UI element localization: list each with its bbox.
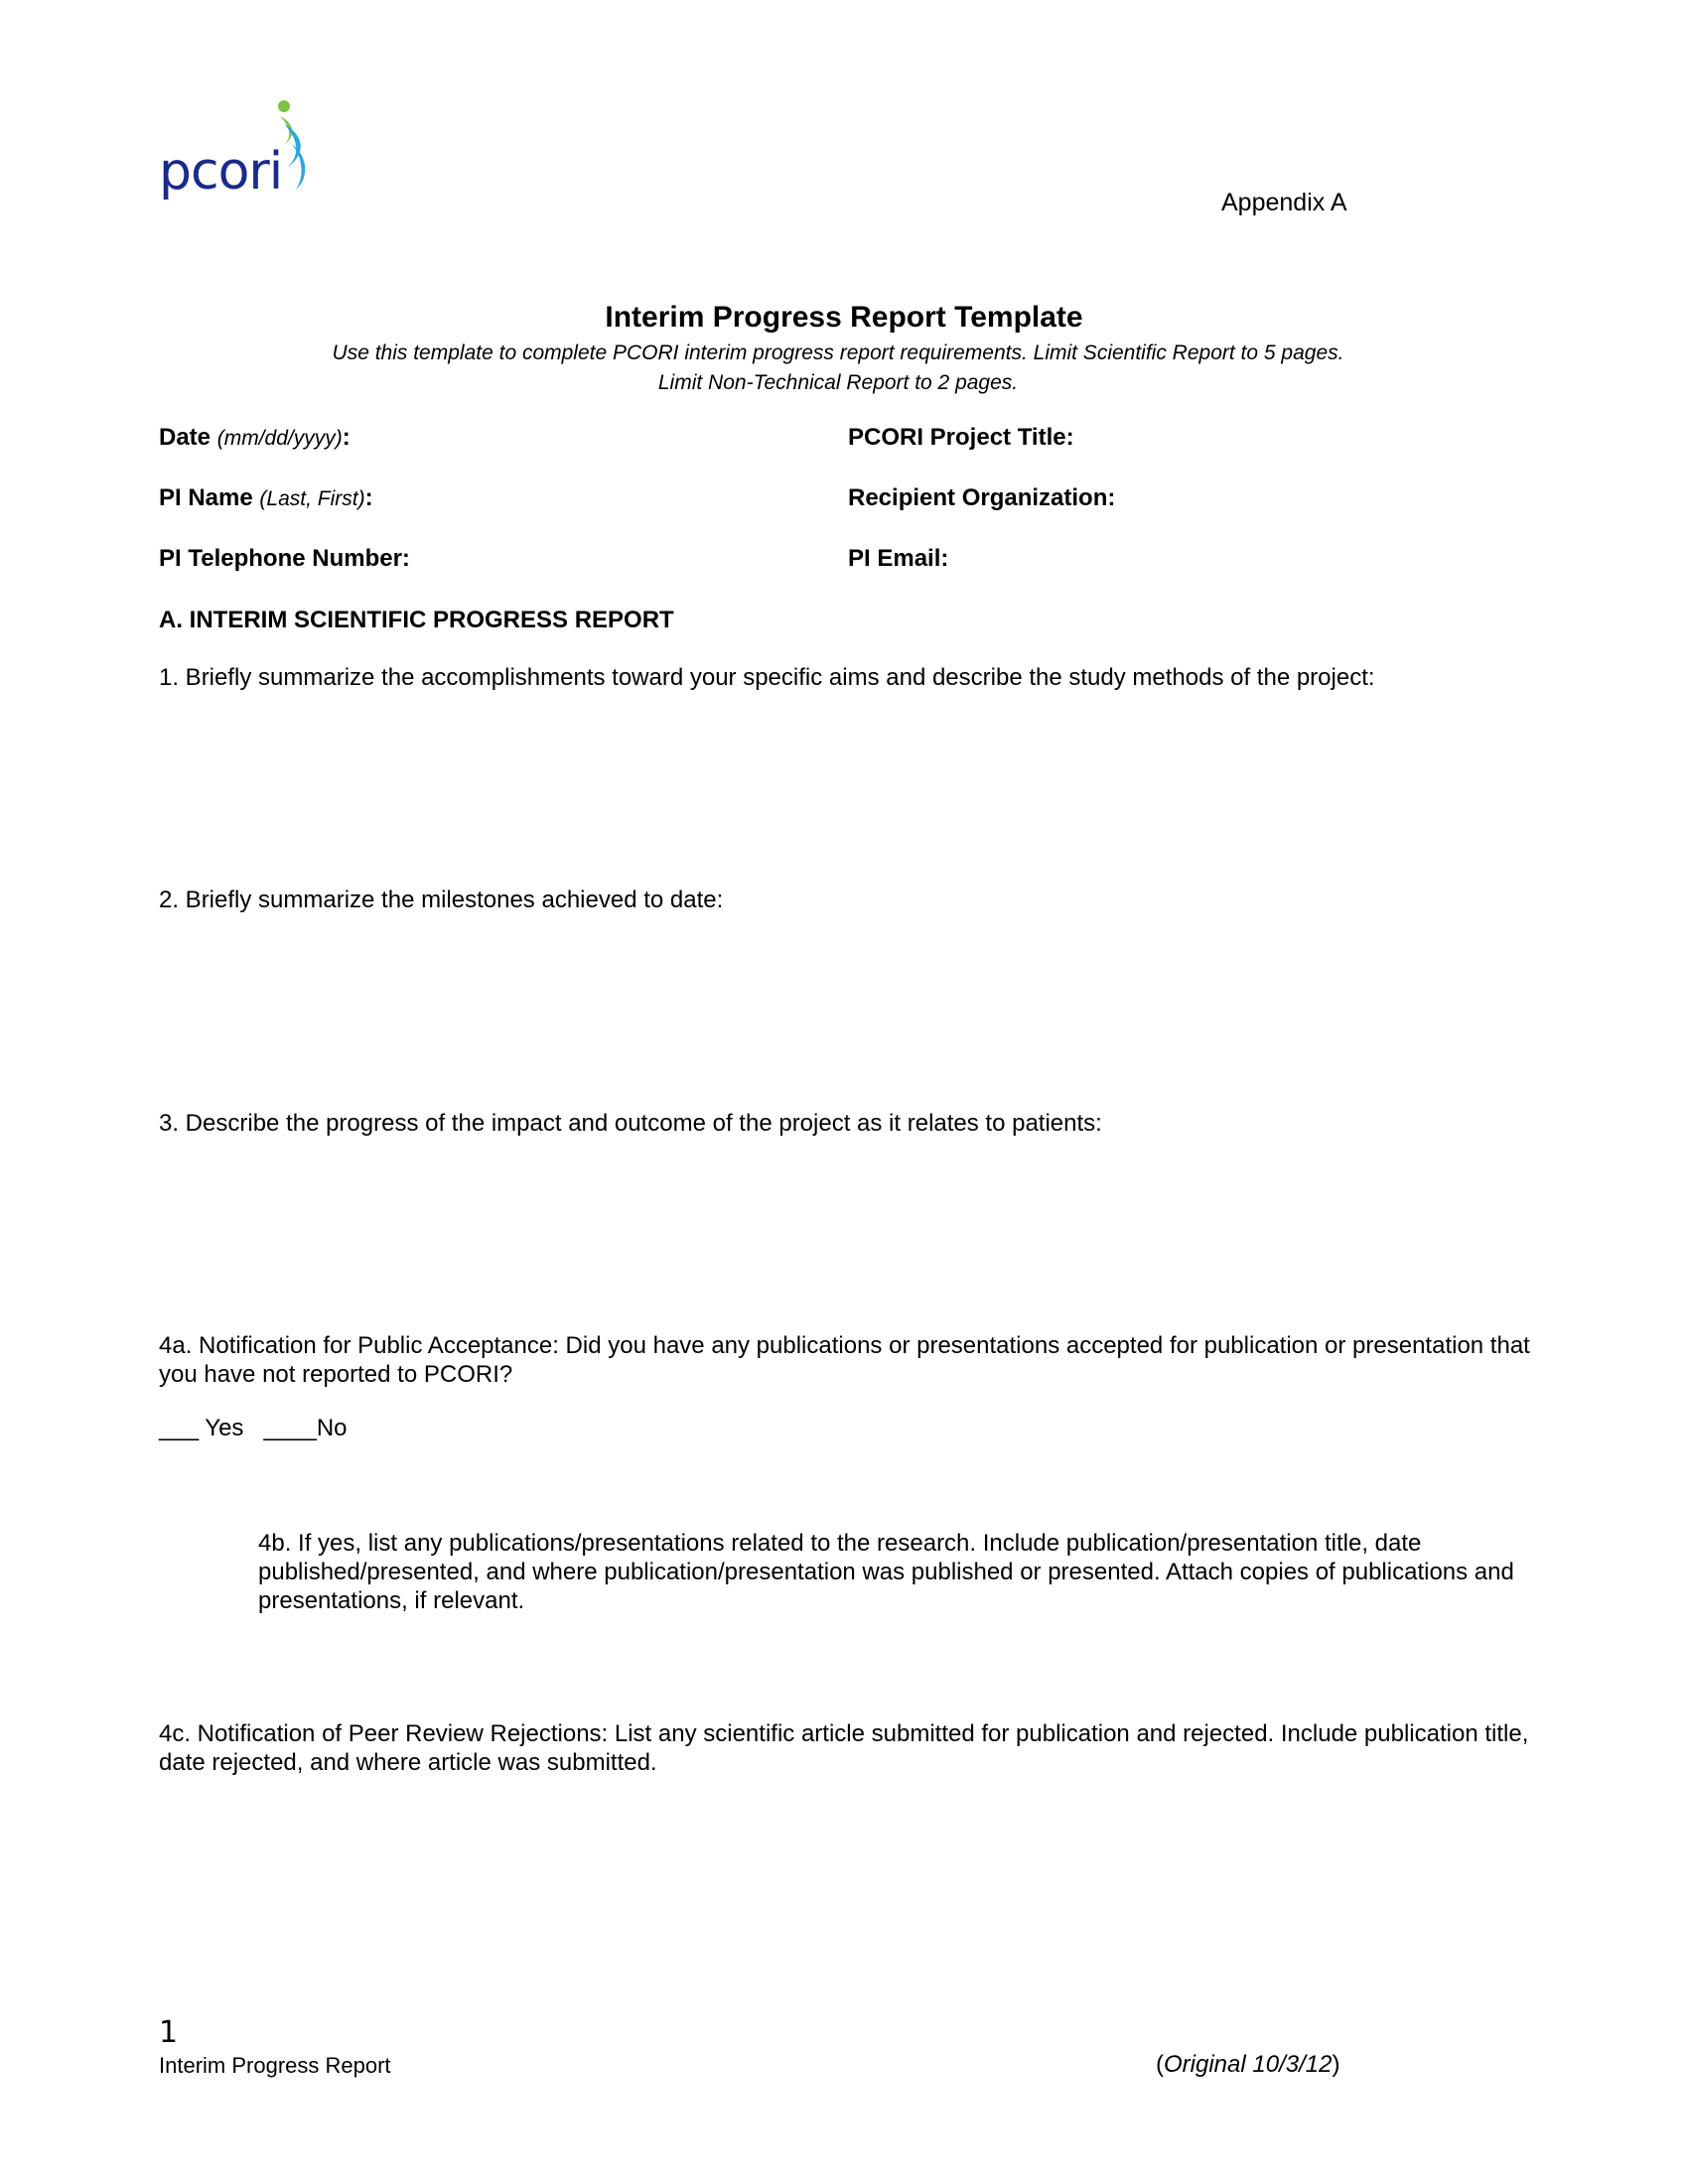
date-format-hint: (mm/dd/yyyy)	[216, 427, 343, 450]
pi-name-field-label	[159, 484, 373, 512]
version-open-paren: (	[1156, 2051, 1164, 2078]
instructions-line-1: Use this template to complete PCORI interim progress report requirements. Limit Scientific Report to 5 pages.	[332, 341, 1344, 364]
pi-phone-label: PI Telephone Number:	[159, 545, 410, 572]
logo-wordmark: pcori	[159, 142, 283, 202]
pi-name-hint: (Last, First)	[259, 487, 365, 510]
yes-no-options	[159, 1415, 348, 1442]
date-label: Date	[159, 424, 211, 451]
appendix-label: Appendix A	[1221, 189, 1347, 216]
yes-option[interactable]: ___ Yes	[159, 1415, 244, 1441]
section-heading: A. INTERIM SCIENTIFIC PROGRESS REPORT	[159, 607, 674, 633]
pi-name-colon: :	[364, 484, 373, 511]
question-4c: 4c. Notification of Peer Review Rejections: List any scientific article submitted for publication and rejected. Include publication title, date rejected, and where article was submitted.	[159, 1720, 1529, 1776]
question-4a: 4a. Notification for Public Acceptance: Did you have any publications or presentations accepted for publication or presentation that you have not reported to PCORI?	[159, 1332, 1530, 1388]
document-title: Interim Progress Report Template	[605, 301, 1083, 334]
version-text: Original 10/3/12	[1164, 2051, 1333, 2078]
date-colon: :	[342, 424, 351, 451]
page-number: 1	[159, 2015, 179, 2050]
pcori-logo	[159, 94, 318, 223]
question-2: 2. Briefly summarize the milestones achieved to date:	[159, 887, 724, 913]
question-1: 1. Briefly summarize the accomplishments toward your specific aims and describe the study methods of the project:	[159, 664, 1375, 691]
instructions	[0, 339, 1676, 398]
instructions-line-2: Limit Non-Technical Report to 2 pages.	[657, 371, 1019, 394]
footer-doc-name: Interim Progress Report	[159, 2053, 391, 2078]
question-4b: 4b. If yes, list any publications/presentations related to the research. Include publication/presentation title, date published/presented, and where publication/presentation was published or presented. Attach copies of publications and presentations, if relevant.	[258, 1530, 1514, 1614]
date-field-label	[159, 424, 351, 452]
project-title-label: PCORI Project Title:	[848, 424, 1074, 451]
pi-email-label: PI Email:	[848, 545, 949, 572]
pi-name-label: PI Name	[159, 484, 253, 511]
recipient-org-label: Recipient Organization:	[848, 484, 1116, 511]
question-3: 3. Describe the progress of the impact and outcome of the project as it relates to patients:	[159, 1110, 1102, 1137]
version-close-paren: )	[1332, 2051, 1340, 2078]
footer-version	[1156, 2051, 1339, 2079]
no-option[interactable]: ____No	[263, 1415, 348, 1441]
